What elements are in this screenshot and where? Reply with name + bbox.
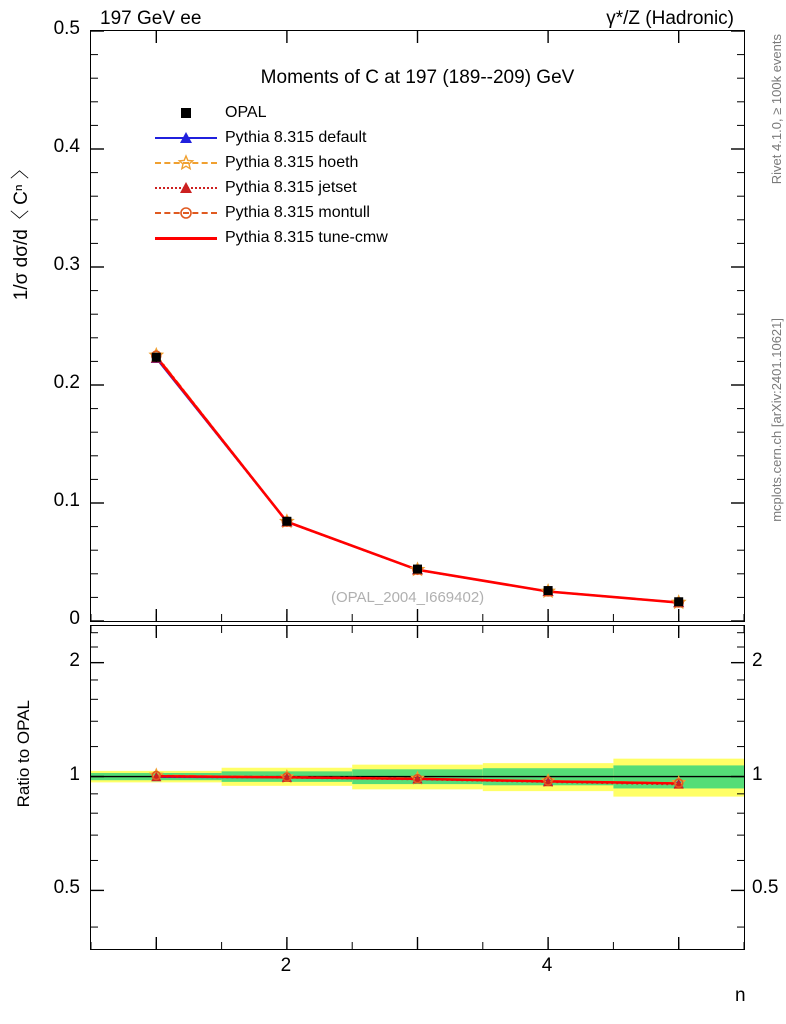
legend-swatch (155, 127, 217, 149)
header-process: γ*/Z (Hadronic) (606, 8, 734, 29)
ratio-y-axis-label: Ratio to OPAL (14, 700, 33, 808)
x-tick-label: 2 (280, 955, 292, 976)
legend-marker-icon (175, 177, 197, 199)
ratio-y-tick-label: 2 (752, 649, 763, 671)
ratio-y-tick-label: 1 (69, 763, 80, 785)
y-tick-label: 0.4 (53, 136, 80, 157)
x-tick-label: 4 (541, 955, 553, 976)
analysis-watermark: (OPAL_2004_I669402) (331, 589, 485, 606)
legend-swatch (155, 152, 217, 174)
caption-rivet-version: Rivet 4.1.0, ≥ 100k events (769, 34, 784, 185)
ratio-y-tick-label: 0.5 (53, 877, 80, 899)
plot-title: Moments of C at 197 (189--209) GeV (260, 67, 575, 88)
y-tick-label: 0.2 (53, 372, 80, 393)
legend-item[interactable] (155, 175, 388, 200)
header-beam-energy: 197 GeV ee (100, 8, 202, 29)
x-axis-label: n (735, 985, 746, 1006)
legend (155, 100, 388, 250)
legend-label: Pythia 8.315 jetset (225, 178, 357, 196)
legend-item[interactable] (155, 125, 388, 150)
legend-swatch (155, 227, 217, 249)
y-tick-label: 0 (69, 608, 80, 629)
ratio-y-tick-label: 2 (69, 649, 80, 671)
y-tick-label: 0.3 (53, 254, 80, 275)
y-tick-label: 0.5 (53, 18, 80, 39)
ratio-y-tick-label: 1 (752, 763, 763, 785)
legend-swatch (155, 177, 217, 199)
ratio-plot-canvas (91, 626, 744, 949)
y-tick-label: 0.1 (53, 490, 80, 511)
legend-label: Pythia 8.315 default (225, 128, 367, 146)
caption-mcplots-arxiv: mcplots.cern.ch [arXiv:2401.10621] (769, 318, 784, 522)
legend-item[interactable] (155, 200, 388, 225)
legend-marker-icon (175, 102, 197, 124)
ratio-y-tick-label: 0.5 (752, 877, 779, 899)
legend-swatch (155, 102, 217, 124)
legend-item[interactable] (155, 225, 388, 250)
legend-marker-icon (175, 127, 197, 149)
legend-item[interactable] (155, 150, 388, 175)
legend-label: Pythia 8.315 montull (225, 203, 370, 221)
legend-marker-icon (175, 202, 197, 224)
y-axis-label: 1/σ dσ/d〈 Cⁿ 〉 (11, 160, 32, 301)
legend-swatch (155, 202, 217, 224)
ratio-plot-panel (90, 625, 745, 950)
legend-label: Pythia 8.315 hoeth (225, 153, 359, 171)
legend-marker-icon (175, 152, 197, 174)
legend-label: Pythia 8.315 tune-cmw (225, 228, 388, 246)
legend-label: OPAL (225, 103, 267, 121)
legend-item[interactable] (155, 100, 388, 125)
